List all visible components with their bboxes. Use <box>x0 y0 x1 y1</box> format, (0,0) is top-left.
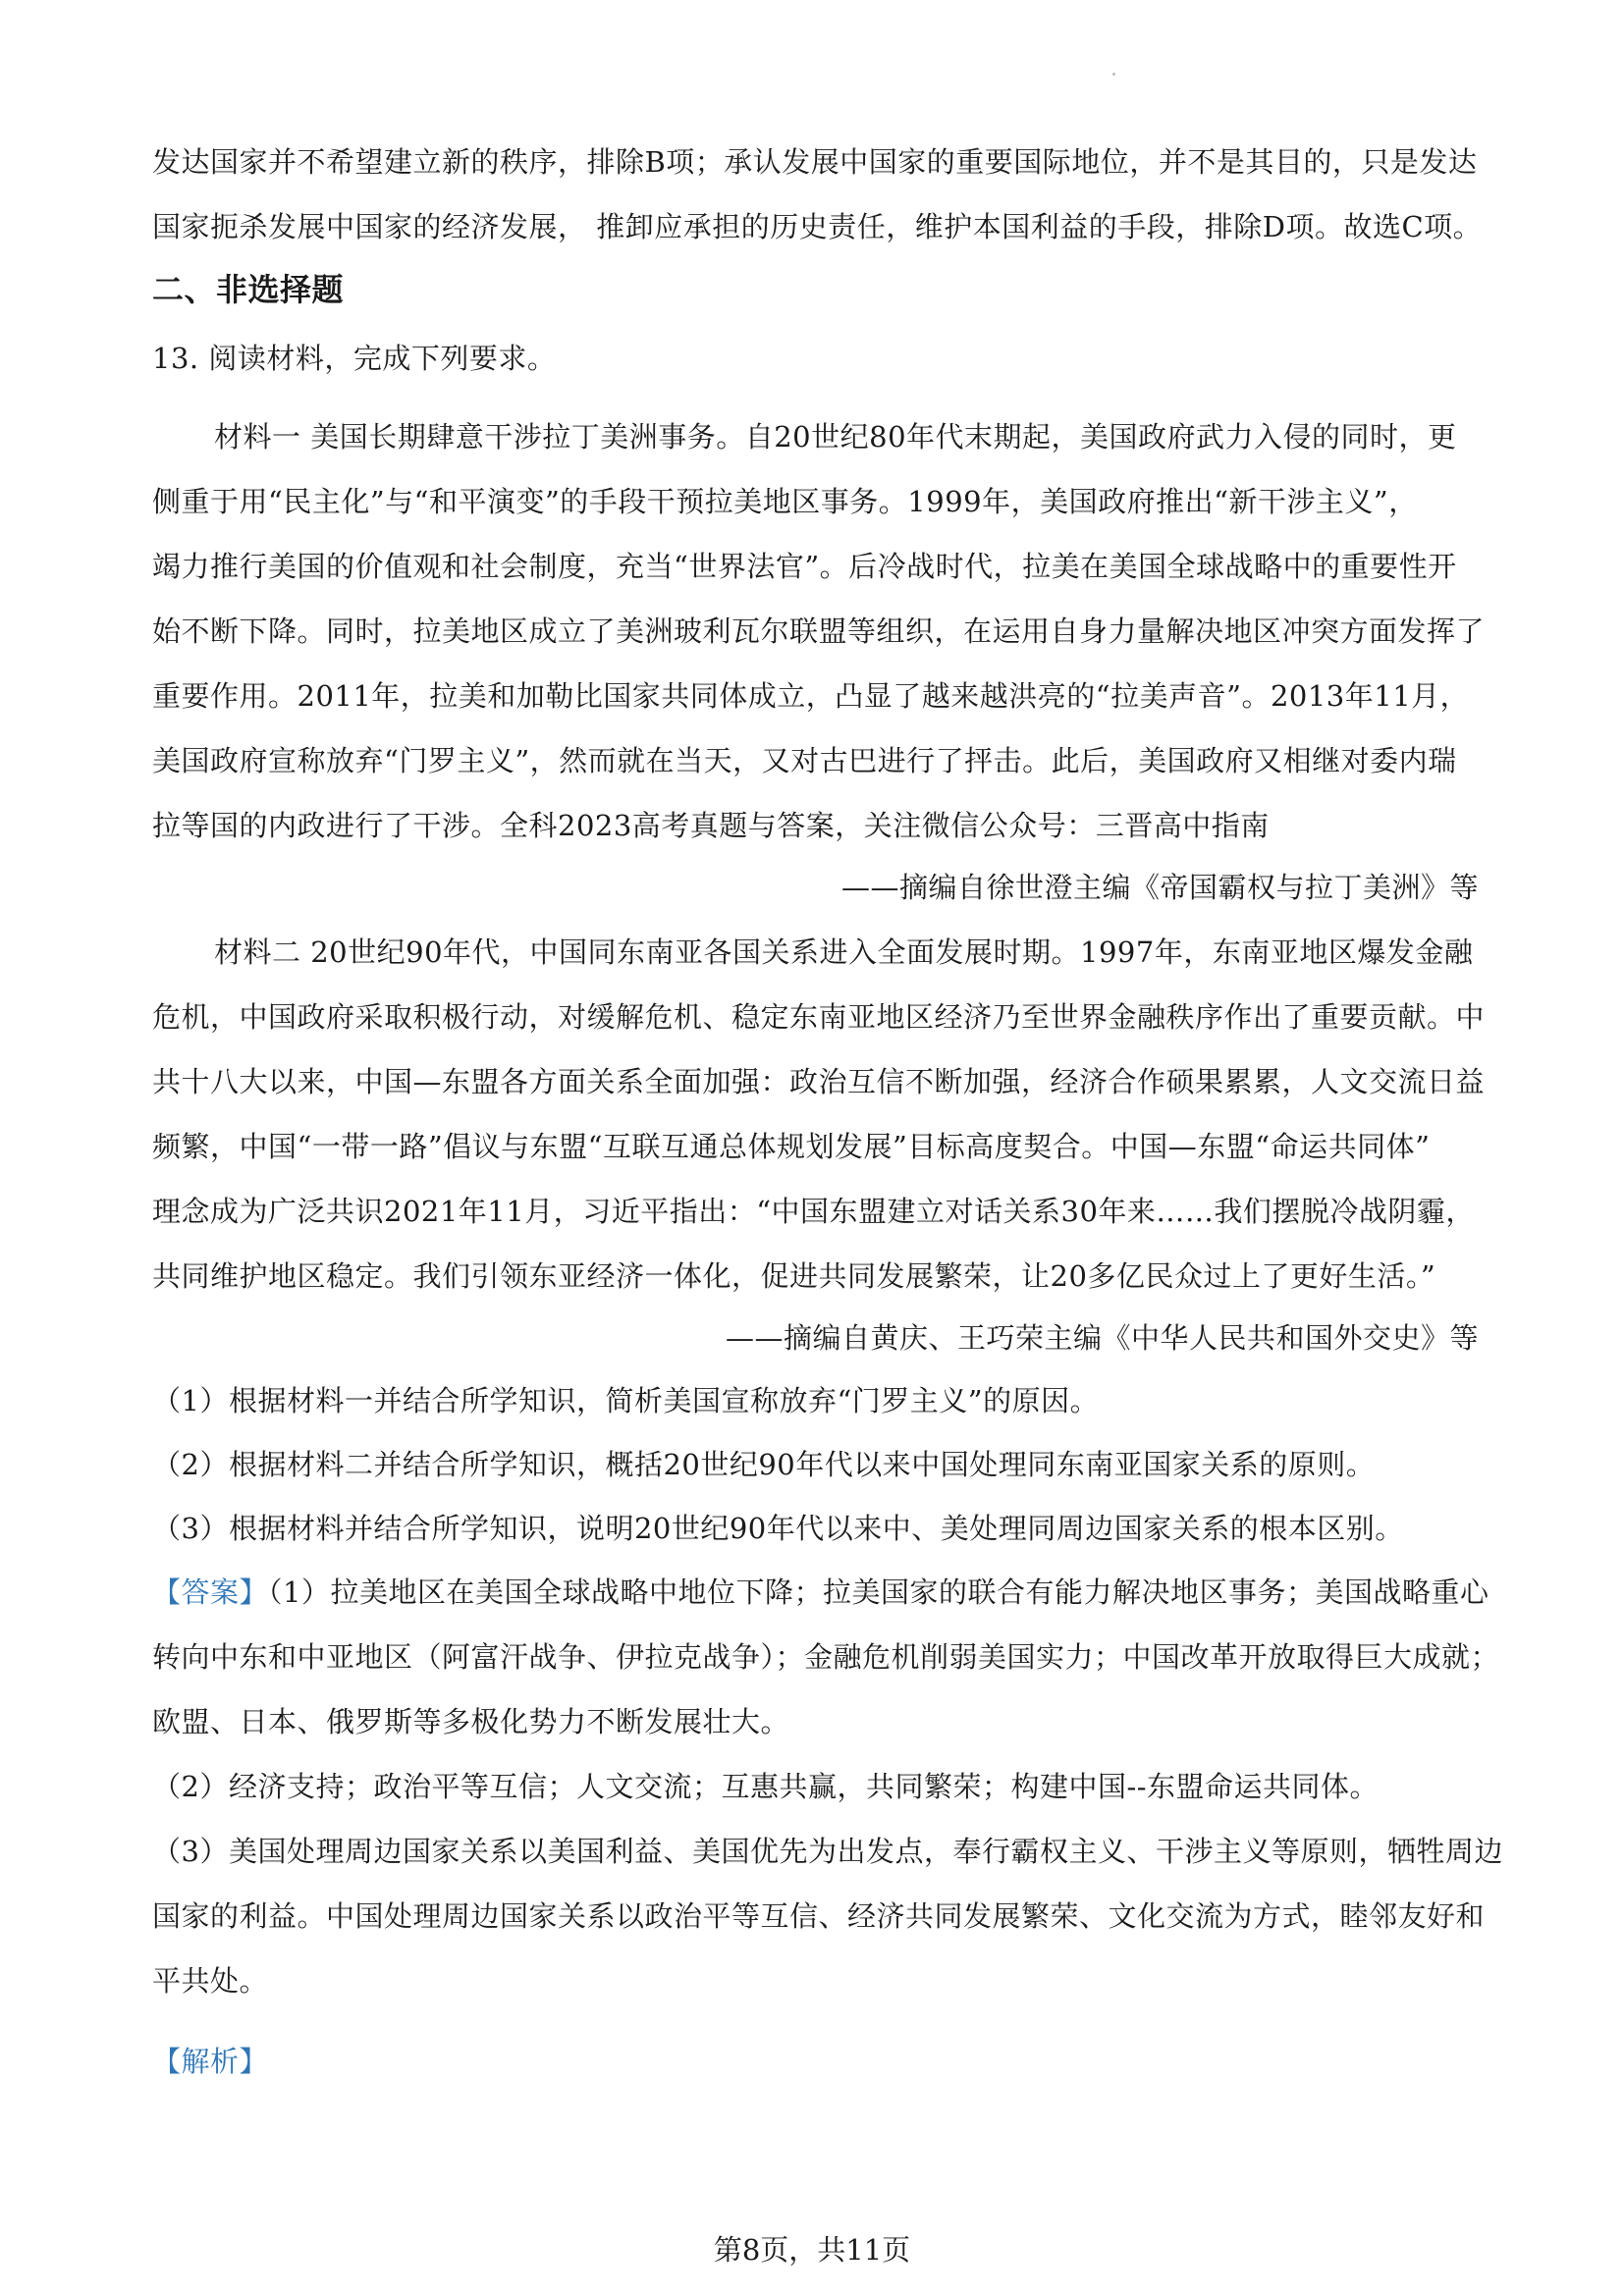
answer-1-line: 转向中东和中亚地区（阿富汗战争、伊拉克战争）；金融危机削弱美国实力；中国改革开放取得巨大成就； <box>152 1640 1500 1674</box>
material2-line: 材料二 20世纪90年代，中国同东南亚各国关系进入全面发展时期。1997年，东南亚地区爆发金融 <box>214 935 1474 969</box>
sub-question-1: （1）根据材料一并结合所学知识，简析美国宣称放弃“门罗主义”的原因。 <box>152 1384 1100 1417</box>
prev-answer-line-1: 发达国家并不希望建立新的秩序，排除B项；承认发展中国家的重要国际地位，并不是其目的，只是发达 <box>152 145 1478 179</box>
page-number: 第8页，共11页 <box>713 2233 911 2267</box>
answer-line-1 <box>152 1573 1489 1612</box>
answer-1-line: 欧盟、日本、俄罗斯等多极化势力不断发展壮大。 <box>152 1705 790 1738</box>
sub-question-3: （3）根据材料并结合所学知识，说明20世纪90年代以来中、美处理同周边国家关系的根本区别。 <box>152 1512 1404 1545</box>
answer-1-text: （1）拉美地区在美国全球战略中地位下降；拉美国家的联合有能力解决地区事务；美国战略重心 <box>268 1575 1489 1609</box>
material2-source: ——摘编自黄庆、王巧荣主编《中华人民共和国外交史》等 <box>725 1321 1479 1355</box>
answer-3-line: 国家的利益。中国处理周边国家关系以政治平等互信、经济共同发展繁荣、文化交流为方式，睦邻友好和 <box>152 1899 1486 1933</box>
analysis-tag: 【解析】 <box>152 2045 269 2078</box>
prev-answer-line-2: 国家扼杀发展中国家的经济发展， 推卸应承担的历史责任，维护本国利益的手段，排除D项。故选C项。 <box>152 210 1483 243</box>
answer-3-line: 平共处。 <box>152 1964 269 1998</box>
answer-tag: 【答案】 <box>152 1575 269 1609</box>
material2-line: 频繁，中国“一带一路”倡议与东盟“互联互通总体规划发展”目标高度契合。中国—东盟“命运共同体” <box>152 1130 1431 1163</box>
material2-line: 危机，中国政府采取积极行动，对缓解危机、稳定东南亚地区经济乃至世界金融秩序作出了重要贡献。中 <box>152 1000 1486 1034</box>
scan-speck <box>1112 73 1115 76</box>
material1-line: 材料一 美国长期肆意干涉拉丁美洲事务。自20世纪80年代末期起，美国政府武力入侵的同时，更 <box>214 420 1457 454</box>
question-prompt: 13. 阅读材料，完成下列要求。 <box>152 342 557 375</box>
answer-3-line: （3）美国处理周边国家关系以美国利益、美国优先为出发点，奉行霸权主义、干涉主义等原则，牺牲周边 <box>152 1835 1503 1868</box>
material1-line: 侧重于用“民主化”与“和平演变”的手段干预拉美地区事务。1999年，美国政府推出“新干涉主义”， <box>152 485 1418 518</box>
material2-line: 理念成为广泛共识2021年11月，习近平指出：“中国东盟建立对话关系30年来……我们摆脱冷战阴霾， <box>152 1195 1475 1228</box>
material2-line: 共十八大以来，中国—东盟各方面关系全面加强：政治互信不断加强，经济合作硕果累累，人文交流日益 <box>152 1065 1486 1098</box>
material1-line: 重要作用。2011年，拉美和加勒比国家共同体成立，凸显了越来越洪亮的“拉美声音”。2013年11月， <box>152 679 1470 713</box>
answer-2-line: （2）经济支持；政治平等互信；人文交流；互惠共赢，共同繁荣；构建中国--东盟命运共同体。 <box>152 1770 1380 1803</box>
material1-line: 始不断下降。同时，拉美地区成立了美洲玻利瓦尔联盟等组织，在运用自身力量解决地区冲突方面发挥了 <box>152 614 1486 648</box>
section-title: 二、非选择题 <box>152 271 345 308</box>
sub-question-2: （2）根据材料二并结合所学知识，概括20世纪90年代以来中国处理同东南亚国家关系的原则。 <box>152 1448 1376 1481</box>
material1-line: 美国政府宣称放弃“门罗主义”，然而就在当天，又对古巴进行了抨击。此后，美国政府又相继对委内瑞 <box>152 744 1457 777</box>
material1-line: 拉等国的内政进行了干涉。全科2023高考真题与答案，关注微信公众号：三晋高中指南 <box>152 809 1270 842</box>
material1-line: 竭力推行美国的价值观和社会制度，充当“世界法官”。后冷战时代，拉美在美国全球战略中的重要性开 <box>152 550 1457 583</box>
material1-source: ——摘编自徐世澄主编《帝国霸权与拉丁美洲》等 <box>840 871 1479 904</box>
material2-line: 共同维护地区稳定。我们引领东亚经济一体化，促进共同发展繁荣，让20多亿民众过上了更好生活。” <box>152 1259 1436 1293</box>
